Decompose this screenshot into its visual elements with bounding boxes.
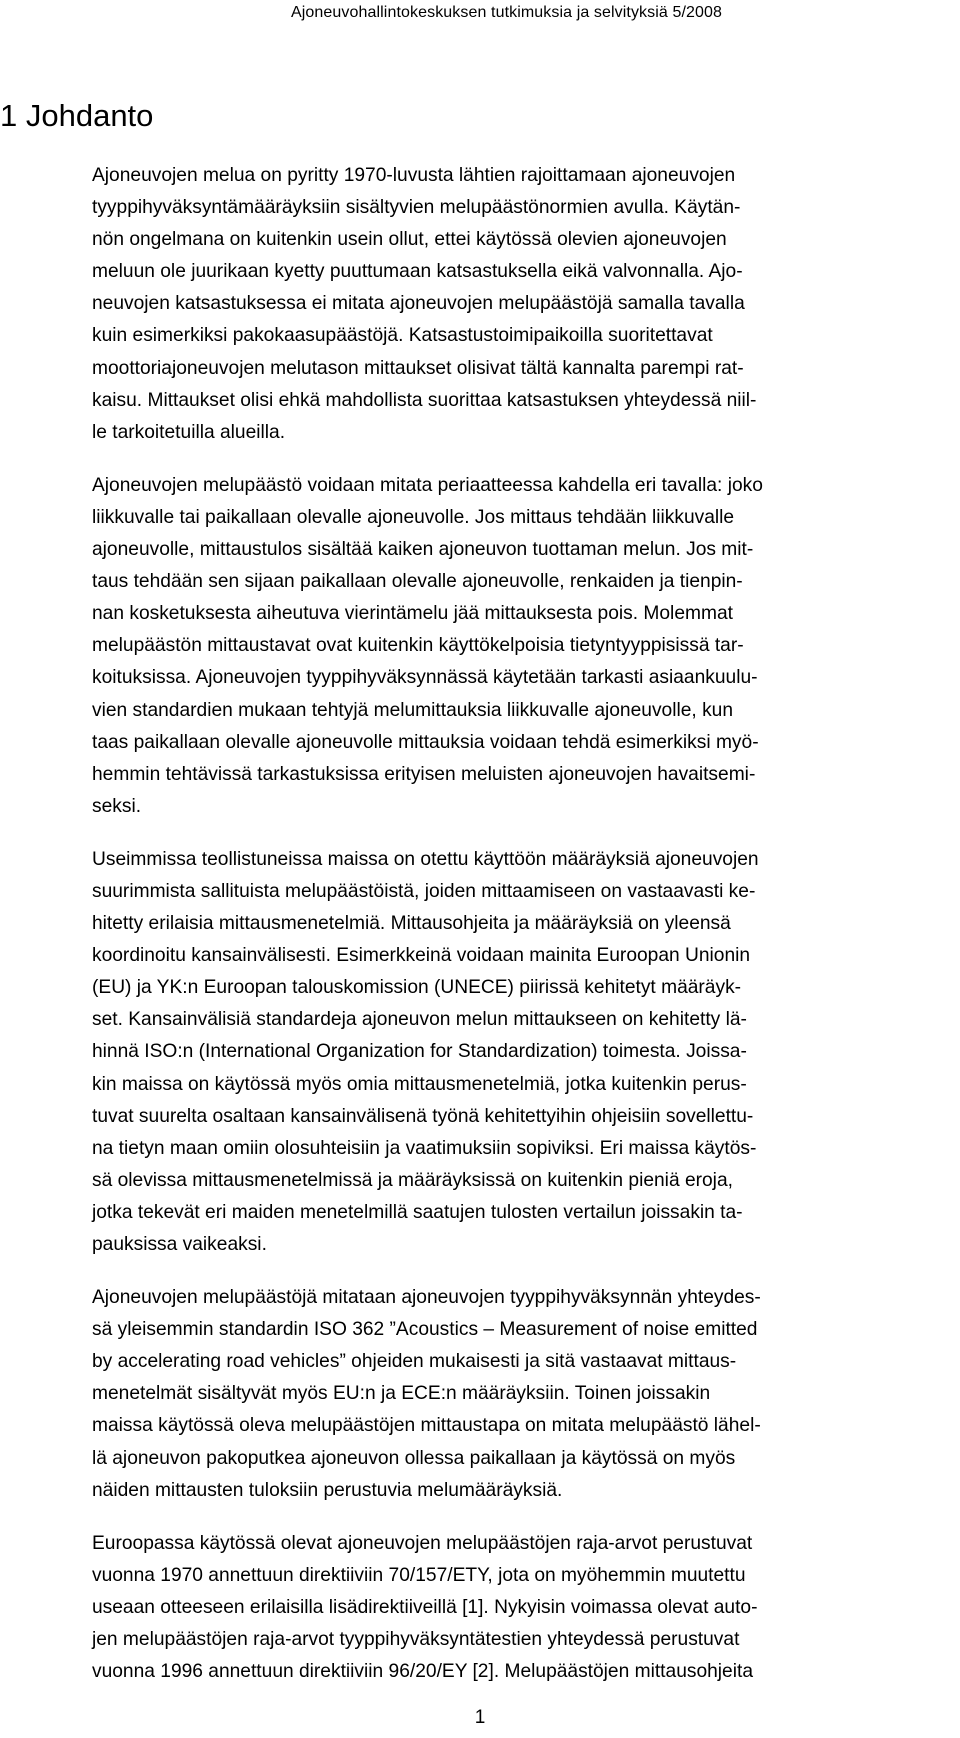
text-line: lä ajoneuvon pakoputkea ajoneuvon ollessa paikallaan ja käytössä on myös — [92, 1447, 736, 1469]
text-line: Ajoneuvojen melupäästöjä mitataan ajoneuvojen tyyppihyväksynnän yhteydes- — [92, 1287, 761, 1309]
chapter-heading: 1 Johdanto — [0, 98, 154, 133]
text-line: kaisu. Mittaukset olisi ehkä mahdollista suorittaa katsastuksen yhteydessä niil- — [92, 389, 757, 411]
text-line: by accelerating road vehicles” ohjeiden mukaisesti ja sitä vastaavat mittaus- — [92, 1351, 737, 1373]
text-line: vuonna 1970 annettuun direktiiviin 70/157/ETY, jota on myöhemmin muutettu — [92, 1564, 746, 1586]
text-line: hitetty erilaisia mittausmenetelmiä. Mittausohjeita ja määräyksiä on yleensä — [92, 913, 731, 935]
text-line: menetelmät sisältyvät myös EU:n ja ECE:n määräyksiin. Toinen joissakin — [92, 1383, 711, 1405]
text-line: useaan otteeseen erilaisilla lisädirektiiveillä [1]. Nykyisin voimassa olevat auto- — [92, 1596, 758, 1618]
text-line: maissa käytössä oleva melupäästöjen mittaustapa on mitata melupäästö lähel- — [92, 1415, 761, 1437]
paragraph-2 — [92, 470, 960, 823]
text-line: nön ongelmana on kuitenkin usein ollut, ettei käytössä olevien ajoneuvojen — [92, 229, 727, 251]
paragraph-3 — [92, 844, 960, 1261]
body-text — [92, 160, 960, 1709]
text-line: taus tehdään sen sijaan paikallaan olevalle ajoneuvolle, renkaiden ja tienpin- — [92, 571, 743, 593]
text-line: moottoriajoneuvojen melutason mittaukset olisivat tältä kannalta parempi rat- — [92, 357, 744, 379]
text-line: vien standardien mukaan tehtyjä melumittauksia liikkuvalle ajoneuvolle, kun — [92, 699, 734, 721]
text-line: kin maissa on käytössä myös omia mittausmenetelmiä, jotka kuitenkin perus- — [92, 1073, 747, 1095]
text-line: koituksissa. Ajoneuvojen tyyppihyväksynnässä käytetään tarkasti asiaankuulu- — [92, 667, 758, 689]
text-line: jen melupäästöjen raja-arvot tyyppihyväksyntätestien yhteydessä perustuvat — [92, 1629, 740, 1651]
text-line: Useimmissa teollistuneissa maissa on otettu käyttöön määräyksiä ajoneuvojen — [92, 848, 759, 870]
text-line: sä yleisemmin standardin ISO 362 ”Acoustics – Measurement of noise emitted — [92, 1319, 758, 1341]
text-line: hinnä ISO:n (International Organization for Standardization) toimesta. Joissa- — [92, 1041, 747, 1063]
text-line: suurimmista sallituista melupäästöistä, joiden mittaamiseen on vastaavasti ke- — [92, 880, 756, 902]
text-line: Euroopassa käytössä olevat ajoneuvojen melupäästöjen raja-arvot perustuvat — [92, 1532, 753, 1554]
text-line: meluun ole juurikaan kyetty puuttumaan katsastuksella eikä valvonnalla. Ajo- — [92, 261, 743, 283]
text-line: pauksissa vaikeaksi. — [92, 1234, 267, 1255]
text-line: neuvojen katsastuksessa ei mitata ajoneuvojen melupäästöjä samalla tavalla — [92, 293, 745, 315]
text-line: kuin esimerkiksi pakokaasupäästöjä. Katsastustoimipaikoilla suoritettavat — [92, 325, 713, 347]
text-line: nan kosketuksesta aiheutuva vierintämelu jää mittauksesta pois. Molemmat — [92, 603, 733, 625]
text-line: Ajoneuvojen melupäästö voidaan mitata periaatteessa kahdella eri tavalla: joko — [92, 474, 763, 496]
text-line: tyyppihyväksyntämääräyksiin sisältyvien melupäästönormien avulla. Käytän- — [92, 197, 741, 219]
text-line: hemmin tehtävissä tarkastuksissa erityisen meluisten ajoneuvojen havaitsemi- — [92, 763, 756, 785]
text-line: tuvat suurelta osaltaan kansainvälisenä työnä kehitettyihin ohjeisiin sovellettu- — [92, 1105, 754, 1127]
text-line: ajoneuvolle, mittaustulos sisältää kaiken ajoneuvon tuottaman melun. Jos mit- — [92, 539, 754, 561]
text-line: koordinoitu kansainvälisesti. Esimerkkeinä voidaan mainita Euroopan Unionin — [92, 945, 751, 967]
text-line: vuonna 1996 annettuun direktiiviin 96/20/EY [2]. Melupäästöjen mittausohjeita — [92, 1661, 753, 1683]
text-line: melupäästön mittaustavat ovat kuitenkin käyttökelpoisia tietyntyyppisissä tar- — [92, 635, 744, 657]
page-number: 1 — [474, 1707, 486, 1728]
text-line: na tietyn maan omiin olosuhteisiin ja vaatimuksiin sopiviksi. Eri maissa käytös- — [92, 1137, 757, 1159]
text-line: le tarkoitetuilla alueilla. — [92, 421, 286, 443]
paragraph-5 — [92, 1528, 960, 1688]
text-line: set. Kansainvälisiä standardeja ajoneuvon melun mittaukseen on kehitetty lä- — [92, 1009, 747, 1031]
text-line: seksi. — [92, 795, 142, 817]
running-header: Ajoneuvohallintokeskuksen tutkimuksia ja selvityksiä 5/2008 — [290, 4, 722, 21]
paragraph-1 — [92, 160, 960, 449]
text-line: (EU) ja YK:n Euroopan talouskomission (UNECE) piirissä kehitetyt määräyk- — [92, 977, 742, 999]
text-line: näiden mittausten tuloksiin perustuvia melumääräyksiä. — [92, 1479, 563, 1501]
text-line: liikkuvalle tai paikallaan olevalle ajoneuvolle. Jos mittaus tehdään liikkuvalle — [92, 506, 735, 528]
text-line: Ajoneuvojen melua on pyritty 1970-luvusta lähtien rajoittamaan ajoneuvojen — [92, 165, 736, 186]
text-line: jotka tekevät eri maiden menetelmillä saatujen tulosten vertailun joissakin ta- — [92, 1201, 743, 1223]
text-line: taas paikallaan olevalle ajoneuvolle mittauksia voidaan tehdä esimerkiksi myö- — [92, 731, 759, 753]
text-line: sä olevissa mittausmenetelmissä ja määräyksissä on kuitenkin pieniä eroja, — [92, 1169, 733, 1191]
paragraph-4 — [92, 1282, 960, 1507]
